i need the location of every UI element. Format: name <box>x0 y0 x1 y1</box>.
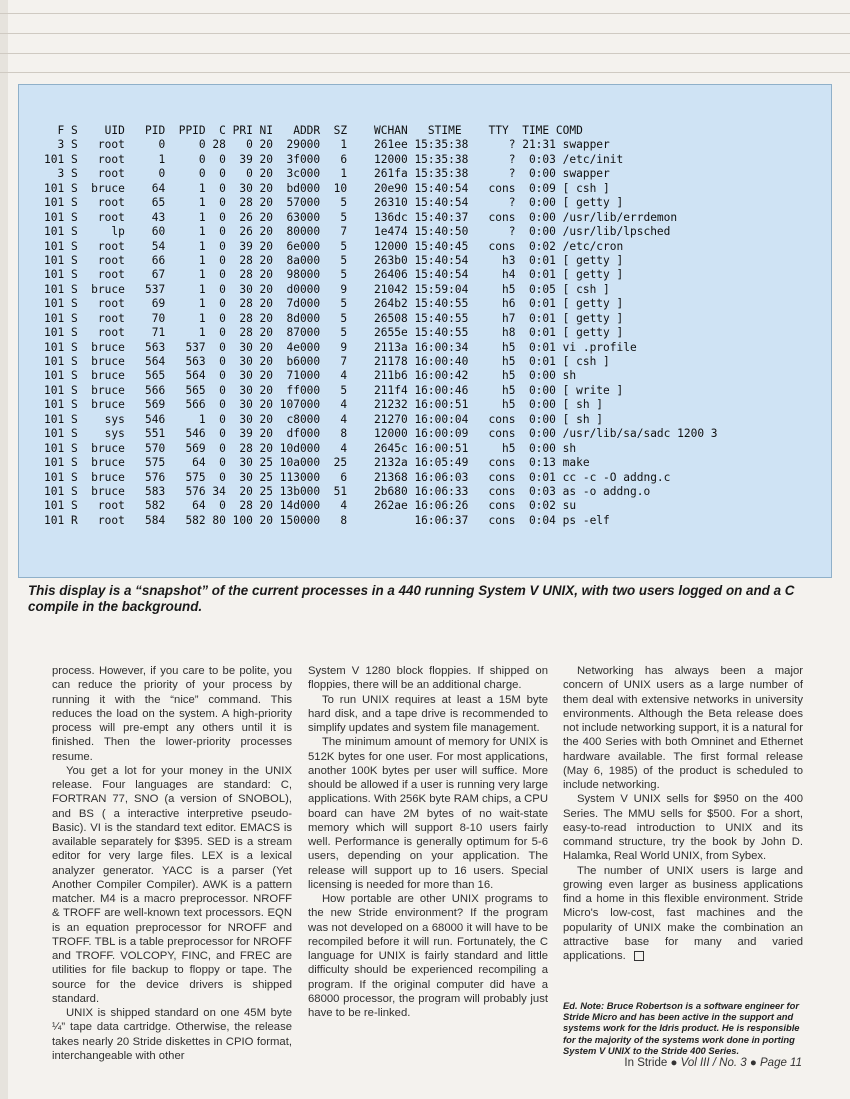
ps-row: 101 S root 65 1 0 28 20 57000 5 26310 15:40:54 ? 0:00 [ getty ] <box>44 196 624 210</box>
paragraph: Networking has always been a major concern of UNIX users as a large number of them deal with extensive networks in university environments. Although the Beta release does not include networking support, it is a natural for the 400 Series with both Omninet and Ethernet hardware available. The first formal release (May 6, 1985) of the product is scheduled to include networking. <box>563 665 803 791</box>
ps-row: 3 S root 0 0 0 0 20 3c000 1 261fa 15:35:38 ? 0:00 swapper <box>44 167 610 181</box>
ps-row: 101 S root 70 1 0 28 20 8d000 5 26508 15:40:55 h7 0:01 [ getty ] <box>44 311 624 325</box>
ps-row: 101 S bruce 570 569 0 28 20 10d000 4 2645c 16:00:51 h5 0:00 sh <box>44 441 577 455</box>
issue-number: Vol III / No. 3 <box>680 1057 747 1069</box>
article-column-3 <box>563 664 803 963</box>
paragraph: System V 1280 block floppies. If shipped on floppies, there will be an additional charge. <box>308 665 548 692</box>
ps-row: 101 S bruce 566 565 0 30 20 ff000 5 211f4 16:00:46 h5 0:00 [ write ] <box>44 383 624 397</box>
magazine-name: In Stride <box>624 1057 668 1069</box>
ps-row: 101 S sys 551 546 0 39 20 df000 8 12000 16:00:09 cons 0:00 /usr/lib/sa/sadc 1200 3 <box>44 427 718 441</box>
ps-row: 101 S bruce 569 566 0 30 20 107000 4 21232 16:00:51 h5 0:00 [ sh ] <box>44 398 604 412</box>
ps-row: 101 S bruce 564 563 0 30 20 b6000 7 21178 16:00:40 h5 0:01 [ csh ] <box>44 355 610 368</box>
paragraph: process. However, if you care to be polite, you can reduce the priority of your process by running it with the “nice” command. This reduces the load on the system. A high-priority process will pre-empt any others until it is finished. Then the lower-priority processes resume. <box>52 665 292 763</box>
ps-header-row: F S UID PID PPID C PRI NI ADDR SZ WCHAN STIME TTY TIME COMD <box>44 124 583 137</box>
page-edge <box>0 0 8 1099</box>
ps-row: 101 S bruce 583 576 34 20 25 13b000 51 2b680 16:06:33 cons 0:03 as -o addng.o <box>44 484 651 498</box>
ps-row: 101 S bruce 563 537 0 30 20 4e000 9 2113a 16:00:34 h5 0:01 vi .profile <box>44 340 637 354</box>
ps-row: 101 S lp 60 1 0 26 20 80000 7 1e474 15:40:50 ? 0:00 /usr/lib/lpsched <box>44 225 671 239</box>
ps-row: 101 S bruce 64 1 0 30 20 bd000 10 20e90 15:40:54 cons 0:09 [ csh ] <box>44 181 610 195</box>
paragraph: How portable are other UNIX programs to the new Stride environment? If the program was not developed on a 68000 it will have to be recompiled before it will run. Fortunately, the C language for UNIX is fairly standard and little difficulty should be experienced recompiling a program. If the original computer did have a 68000 processor, the program will probably just have to be re-linked. <box>308 893 548 1019</box>
ps-row: 101 S sys 546 1 0 30 20 c8000 4 21270 16:00:04 cons 0:00 [ sh ] <box>44 412 604 426</box>
article-column-2 <box>308 664 548 1020</box>
ruled-line <box>0 72 850 73</box>
ps-row: 101 S root 43 1 0 26 20 63000 5 136dc 15:40:37 cons 0:00 /usr/lib/errdemon <box>44 210 678 224</box>
editor-note: Ed. Note: Bruce Robertson is a software engineer for Stride Micro and has been active in the support and systems work for the Idris product. He is responsible for the majority of the systems work done in porting System V UNIX to the Stride 400 Series. <box>563 1000 800 1056</box>
ps-row: 101 S bruce 565 564 0 30 20 71000 4 211b6 16:00:42 h5 0:00 sh <box>44 369 577 383</box>
figure-caption: This display is a “snapshot” of the current processes in a 440 running System V UNIX, with two users logged on and a C compile in the background. <box>28 583 795 614</box>
ps-row: 101 S root 54 1 0 39 20 6e000 5 12000 15:40:45 cons 0:02 /etc/cron <box>44 239 624 253</box>
ruled-line <box>0 13 850 14</box>
paragraph: To run UNIX requires at least a 15M byte hard disk, and a tape drive is recommended to simplify updates and system file management. <box>308 693 548 734</box>
paragraph: System V UNIX sells for $950 on the 400 Series. The MMU sells for $500. For a short, easy-to-read introduction to UNIX and its command structure, try the book by John D. Halamka, Real World UNIX, from Sybex. <box>563 793 803 863</box>
ps-row: 101 S bruce 576 575 0 30 25 113000 6 21368 16:06:03 cons 0:01 cc -c -O addng.c <box>44 470 671 484</box>
page-number: Page 11 <box>760 1057 802 1069</box>
ruled-line <box>0 53 850 54</box>
paragraph: You get a lot for your money in the UNIX release. Four languages are standard: C, FORTRAN 77, SNO (a version of SNOBOL), and BS ( a interactive interpretive pseudo-Basic). VI is the standard text editor. EMACS is available separately for $395. SED is a stream editor for very large files. LEX is a lexical analyzer generator. YACC is a parser (Yet Another Compiler Compiler). AWK is a pattern matcher. M4 is a macro preprocessor. NROFF & TROFF are well-known text processors. EQN is an equation preprocessor for NROFF and TROFF. TBL is a table preprocessor for NROFF and TROFF. VOLCOPY, FINC, and FREC are utilities for file backup to floppy or tape. The source for the device drivers is shipped standard. <box>52 764 292 1005</box>
ps-row: 101 S root 67 1 0 28 20 98000 5 26406 15:40:54 h4 0:01 [ getty ] <box>44 268 624 282</box>
end-of-article-icon <box>634 951 644 961</box>
ps-row: 101 S bruce 575 64 0 30 25 10a000 25 2132a 16:05:49 cons 0:13 make <box>44 456 590 470</box>
ps-row: 101 S root 69 1 0 28 20 7d000 5 264b2 15:40:55 h6 0:01 [ getty ] <box>44 297 624 311</box>
ps-row: 101 S bruce 537 1 0 30 20 d0000 9 21042 15:59:04 h5 0:05 [ csh ] <box>44 282 610 296</box>
ps-row: 101 R root 584 582 80 100 20 150000 8 16:06:37 cons 0:04 ps -elf <box>44 513 610 527</box>
paragraph <box>563 864 803 964</box>
ps-row: 3 S root 0 0 28 0 20 29000 1 261ee 15:35:38 ? 21:31 swapper <box>44 138 610 152</box>
ps-row: 101 S root 66 1 0 28 20 8a000 5 263b0 15:40:54 h3 0:01 [ getty ] <box>44 253 624 267</box>
ps-row: 101 S root 582 64 0 28 20 14d000 4 262ae 16:06:26 cons 0:02 su <box>44 499 577 513</box>
ps-row: 101 S root 1 0 0 39 20 3f000 6 12000 15:35:38 ? 0:03 /etc/init <box>44 152 624 166</box>
paragraph: UNIX is shipped standard on one 45M byte ¼” tape data cartridge. Otherwise, the release takes nearly 20 Stride diskettes in CPIO format, interchangeable with other <box>52 1007 292 1062</box>
ruled-line <box>0 33 850 34</box>
ps-row: 101 S root 71 1 0 28 20 87000 5 2655e 15:40:55 h8 0:01 [ getty ] <box>44 326 624 340</box>
paragraph: The minimum amount of memory for UNIX is 512K bytes for one user. For most applications, another 100K bytes per user will suffice. More should be allowed if a user is running very large applications. With 256K byte RAM chips, a CPU board can have 2M bytes of no wait-state memory which will support 8-10 users fairly well. Performance is generally optimum for 5-6 users, depending on your application. The release will support up to 16 users. Special licensing is needed for more than 16. <box>308 736 548 891</box>
page-footer <box>624 1057 802 1069</box>
article-column-1 <box>52 664 292 1063</box>
bullet-icon: ● <box>749 1057 757 1069</box>
paragraph-text: The number of UNIX users is large and growing even larger as business applications find a home in this flexible environment. Stride Micro's low-cost, fast machines and the popularity of UNIX make the combination an attractive base for many and varied applications. <box>563 864 803 962</box>
bullet-icon: ● <box>670 1057 678 1069</box>
process-listing <box>44 124 718 528</box>
